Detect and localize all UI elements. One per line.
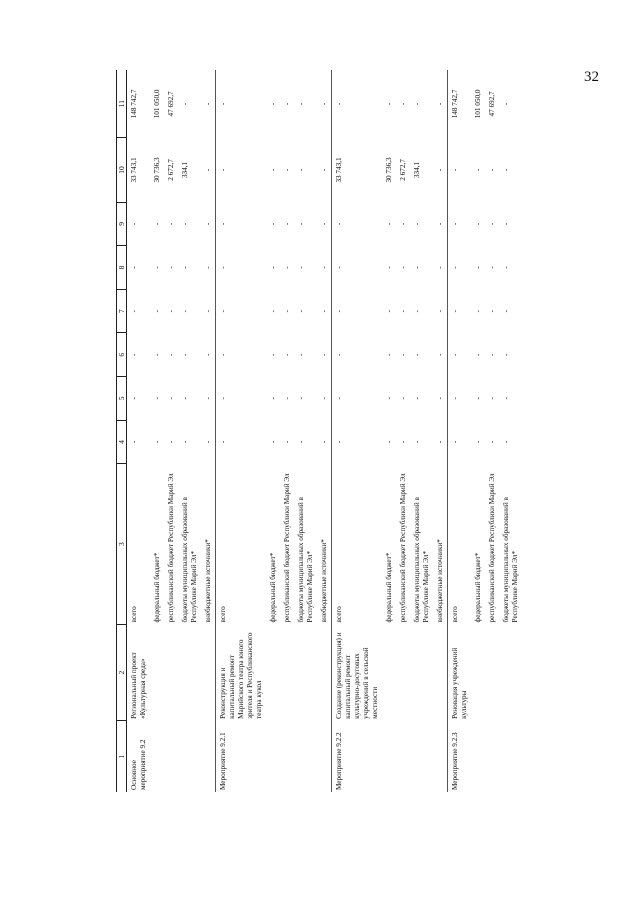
funding-source-cell: федеральный бюджет* xyxy=(474,552,483,623)
value-cell: - xyxy=(413,353,422,356)
rotated-table-container xyxy=(116,70,640,792)
value-cell: - xyxy=(283,397,292,400)
table-row xyxy=(127,70,151,792)
measure-id-cell: Основное мероприятие 9.2 xyxy=(130,739,148,790)
measure-id-cell: Мероприятие 9.2.3 xyxy=(448,721,472,792)
header-row xyxy=(117,70,127,792)
value-cell: - xyxy=(269,309,278,313)
value-cell: - xyxy=(181,353,190,356)
funding-source-cell: всего xyxy=(332,464,383,625)
value-cell: - xyxy=(181,266,190,269)
value-cell: - xyxy=(153,222,162,226)
col-header: 4 xyxy=(117,420,127,464)
value-cell: - xyxy=(181,222,190,226)
measure-id-cell xyxy=(266,721,280,792)
table-row xyxy=(150,70,164,792)
value-cell: - xyxy=(448,377,472,421)
value-cell: - xyxy=(488,397,497,400)
funding-source-cell: внебюджетные источники* xyxy=(204,539,213,623)
value-cell: - xyxy=(204,353,213,356)
value-cell: - xyxy=(332,246,383,290)
value-cell: - xyxy=(269,440,278,444)
value-cell: - xyxy=(320,309,329,313)
value-cell: - xyxy=(130,440,139,444)
value-cell-col10: 2 672,7 xyxy=(399,159,408,181)
measure-id-cell xyxy=(471,721,485,792)
funding-source-cell: всего xyxy=(216,464,267,625)
value-cell: - xyxy=(167,266,176,269)
value-cell: - xyxy=(436,440,445,444)
measure-id-cell xyxy=(201,721,216,792)
value-cell: - xyxy=(399,309,408,313)
funding-source-cell: бюджеты муниципальных образований в Республике Марий Эл* xyxy=(413,497,431,623)
measure-name-cell xyxy=(485,624,499,720)
table-row xyxy=(396,70,410,792)
value-cell-col10: - xyxy=(502,168,511,172)
value-cell: - xyxy=(283,353,292,356)
value-cell: - xyxy=(269,397,278,400)
value-cell: - xyxy=(204,397,213,400)
value-cell: - xyxy=(297,222,306,226)
value-cell-col11: - xyxy=(181,102,190,106)
funding-source-cell: республиканский бюджет Республики Марий Эл xyxy=(283,473,292,623)
measure-id-cell xyxy=(485,721,499,792)
value-cell: - xyxy=(332,377,383,421)
value-cell: - xyxy=(413,397,422,400)
value-cell: - xyxy=(332,420,383,464)
value-cell: - xyxy=(130,222,139,226)
measure-id-cell xyxy=(433,721,448,792)
col-header: 1 xyxy=(117,721,127,792)
measure-id-cell xyxy=(178,721,201,792)
value-cell: - xyxy=(153,397,162,400)
value-cell-col10: - xyxy=(448,138,472,202)
value-cell-col11: 47 692,7 xyxy=(488,91,497,117)
value-cell-col10: - xyxy=(283,168,292,172)
value-cell: - xyxy=(204,440,213,444)
measure-id-cell xyxy=(382,721,396,792)
measure-name-cell xyxy=(410,624,433,720)
col-header: 3 xyxy=(117,464,127,625)
measure-name-cell xyxy=(178,624,201,720)
value-cell: - xyxy=(269,353,278,356)
value-cell: - xyxy=(216,420,267,464)
value-cell: - xyxy=(474,222,483,226)
funding-source-cell: бюджеты муниципальных образований в Республике Марий Эл* xyxy=(502,497,520,623)
value-cell-col10: 33 743,1 xyxy=(130,157,139,183)
value-cell: - xyxy=(204,309,213,313)
value-cell-col11: - xyxy=(269,102,278,106)
measure-name-cell xyxy=(294,624,317,720)
measure-name-cell: Создание (реконструкция) и капитальный ремонт культурно-досуговых учреждений в сельской местности xyxy=(332,624,383,720)
value-cell: - xyxy=(130,397,139,400)
value-cell: - xyxy=(385,266,394,269)
value-cell: - xyxy=(436,353,445,356)
value-cell: - xyxy=(448,333,472,377)
measure-name-cell xyxy=(382,624,396,720)
value-cell: - xyxy=(153,309,162,313)
funding-source-cell: федеральный бюджет* xyxy=(269,552,278,623)
value-cell: - xyxy=(283,309,292,313)
value-cell: - xyxy=(413,222,422,226)
value-cell-col10: - xyxy=(216,138,267,202)
col-header: 8 xyxy=(117,246,127,290)
value-cell: - xyxy=(332,333,383,377)
value-cell: - xyxy=(399,222,408,226)
value-cell: - xyxy=(332,289,383,333)
value-cell: - xyxy=(153,266,162,269)
measure-id-cell xyxy=(317,721,332,792)
funding-source-cell: внебюджетные источники* xyxy=(436,539,445,623)
value-cell-col11: - xyxy=(320,102,329,106)
value-cell: - xyxy=(297,440,306,444)
value-cell-col11: 148 742,7 xyxy=(130,89,139,119)
value-cell: - xyxy=(167,397,176,400)
value-cell: - xyxy=(216,246,267,290)
value-cell-col11: - xyxy=(297,102,306,106)
value-cell: - xyxy=(297,309,306,313)
value-cell: - xyxy=(216,202,267,246)
table-row xyxy=(201,70,216,792)
funding-source-cell: республиканский бюджет Республики Марий Эл xyxy=(399,473,408,623)
value-cell: - xyxy=(283,440,292,444)
value-cell: - xyxy=(413,266,422,269)
value-cell: - xyxy=(283,222,292,226)
value-cell-col11: - xyxy=(413,102,422,106)
value-cell: - xyxy=(399,440,408,444)
funding-source-cell: всего xyxy=(130,606,139,623)
value-cell-col11: 101 050,0 xyxy=(153,89,162,119)
value-cell: - xyxy=(399,353,408,356)
table-row xyxy=(499,70,522,792)
value-cell-col11: - xyxy=(332,70,383,138)
measure-name-cell xyxy=(471,624,485,720)
funding-source-cell: всего xyxy=(448,464,472,625)
value-cell-col10: - xyxy=(269,168,278,172)
table-body xyxy=(127,70,523,792)
measure-id-cell xyxy=(294,721,317,792)
measure-name-cell xyxy=(201,624,216,720)
measure-id-cell xyxy=(410,721,433,792)
value-cell: - xyxy=(399,397,408,400)
value-cell: - xyxy=(204,222,213,226)
measure-name-cell xyxy=(499,624,522,720)
value-cell: - xyxy=(474,353,483,356)
table-row xyxy=(448,70,472,792)
funding-source-cell: республиканский бюджет Республики Марий Эл xyxy=(167,473,176,623)
value-cell: - xyxy=(448,420,472,464)
col-header: 2 xyxy=(117,624,127,720)
value-cell-col11: - xyxy=(436,102,445,106)
table-row xyxy=(280,70,294,792)
value-cell: - xyxy=(153,353,162,356)
value-cell-col11: - xyxy=(204,102,213,106)
value-cell: - xyxy=(320,440,329,444)
value-cell: - xyxy=(320,222,329,226)
table-row xyxy=(382,70,396,792)
value-cell-col11: 101 050,0 xyxy=(474,89,483,119)
value-cell: - xyxy=(167,222,176,226)
value-cell-col10: - xyxy=(474,168,483,172)
value-cell: - xyxy=(130,266,139,269)
value-cell: - xyxy=(436,222,445,226)
funding-source-cell: федеральный бюджет* xyxy=(153,552,162,623)
col-header: 6 xyxy=(117,333,127,377)
value-cell: - xyxy=(181,440,190,444)
table-row xyxy=(266,70,280,792)
table-row xyxy=(410,70,433,792)
measure-name-cell xyxy=(396,624,410,720)
value-cell-col10: - xyxy=(204,168,213,172)
measure-name-cell xyxy=(317,624,332,720)
value-cell: - xyxy=(297,397,306,400)
value-cell-col10: - xyxy=(488,168,497,172)
value-cell: - xyxy=(436,397,445,400)
value-cell: - xyxy=(474,309,483,313)
value-cell-col10: 334,1 xyxy=(413,161,422,179)
value-cell: - xyxy=(283,266,292,269)
funding-source-cell: федеральный бюджет* xyxy=(385,552,394,623)
value-cell-col11: - xyxy=(502,102,511,106)
table-row xyxy=(164,70,178,792)
value-cell: - xyxy=(130,353,139,356)
value-cell-col11: - xyxy=(283,102,292,106)
value-cell: - xyxy=(448,289,472,333)
value-cell: - xyxy=(385,222,394,226)
value-cell-col11: - xyxy=(399,102,408,106)
col-header: 5 xyxy=(117,377,127,421)
value-cell-col10: 30 736,3 xyxy=(385,157,394,183)
value-cell: - xyxy=(502,222,511,226)
value-cell: - xyxy=(436,309,445,313)
value-cell: - xyxy=(502,309,511,313)
value-cell-col11: 47 692,7 xyxy=(167,91,176,117)
value-cell: - xyxy=(181,397,190,400)
value-cell: - xyxy=(153,440,162,444)
table-row xyxy=(471,70,485,792)
value-cell: - xyxy=(413,309,422,313)
funding-source-cell: бюджеты муниципальных образований в Республике Марий Эл* xyxy=(181,497,199,623)
value-cell: - xyxy=(502,266,511,269)
measure-name-cell xyxy=(433,624,448,720)
value-cell: - xyxy=(320,353,329,356)
value-cell: - xyxy=(502,440,511,444)
value-cell: - xyxy=(488,309,497,313)
measure-name-cell xyxy=(164,624,178,720)
table-row xyxy=(317,70,332,792)
value-cell-col10: - xyxy=(436,168,445,172)
value-cell: - xyxy=(216,333,267,377)
value-cell: - xyxy=(436,266,445,269)
value-cell: - xyxy=(216,377,267,421)
table-row xyxy=(332,70,383,792)
value-cell-col10: 30 736,3 xyxy=(153,157,162,183)
value-cell: - xyxy=(320,397,329,400)
value-cell: - xyxy=(488,266,497,269)
value-cell: - xyxy=(502,353,511,356)
value-cell: - xyxy=(488,353,497,356)
col-header: 7 xyxy=(117,289,127,333)
value-cell-col10: 334,1 xyxy=(181,161,190,179)
value-cell: - xyxy=(167,309,176,313)
measure-name-cell xyxy=(150,624,164,720)
value-cell: - xyxy=(297,353,306,356)
table-row xyxy=(294,70,317,792)
value-cell: - xyxy=(399,266,408,269)
measure-id-cell xyxy=(164,721,178,792)
value-cell: - xyxy=(385,397,394,400)
value-cell-col11: 148 742,7 xyxy=(448,70,472,138)
value-cell: - xyxy=(385,309,394,313)
value-cell: - xyxy=(385,440,394,444)
measure-id-cell xyxy=(150,721,164,792)
funding-table xyxy=(116,70,522,792)
value-cell: - xyxy=(167,440,176,444)
value-cell: - xyxy=(474,397,483,400)
value-cell: - xyxy=(320,266,329,269)
measure-id-cell xyxy=(396,721,410,792)
value-cell-col10: 33 743,1 xyxy=(332,138,383,202)
value-cell: - xyxy=(488,440,497,444)
measure-name-cell: Реконструкция и капитальный ремонт Марийского театра юного зрителя и Республиканского театра кукол xyxy=(216,624,267,720)
measure-name-cell: Реновация учреждений культуры xyxy=(448,624,472,720)
measure-id-cell: Мероприятие 9.2.1 xyxy=(216,721,267,792)
col-header: 11 xyxy=(117,70,127,138)
value-cell: - xyxy=(385,353,394,356)
value-cell-col10: - xyxy=(297,168,306,172)
value-cell: - xyxy=(502,397,511,400)
table-row xyxy=(485,70,499,792)
value-cell: - xyxy=(448,246,472,290)
funding-source-cell: республиканский бюджет Республики Марий Эл xyxy=(488,473,497,623)
value-cell-col10: 2 672,7 xyxy=(167,159,176,181)
measure-id-cell xyxy=(499,721,522,792)
value-cell: - xyxy=(413,440,422,444)
table-row xyxy=(178,70,201,792)
table-row xyxy=(216,70,267,792)
funding-source-cell: внебюджетные источники* xyxy=(320,539,329,623)
value-cell-col11: - xyxy=(385,102,394,106)
value-cell-col11: - xyxy=(216,70,267,138)
value-cell: - xyxy=(297,266,306,269)
funding-source-cell: бюджеты муниципальных образований в Республике Марий Эл* xyxy=(297,497,315,623)
measure-name-cell xyxy=(266,624,280,720)
value-cell: - xyxy=(488,222,497,226)
value-cell: - xyxy=(167,353,176,356)
value-cell-col10: - xyxy=(320,168,329,172)
measure-name-cell xyxy=(280,624,294,720)
value-cell: - xyxy=(332,202,383,246)
col-header: 10 xyxy=(117,138,127,202)
value-cell: - xyxy=(474,440,483,444)
table-row xyxy=(433,70,448,792)
value-cell: - xyxy=(216,289,267,333)
value-cell: - xyxy=(448,202,472,246)
measure-id-cell xyxy=(280,721,294,792)
value-cell: - xyxy=(269,266,278,269)
page-number: 32 xyxy=(584,69,599,85)
measure-id-cell: Мероприятие 9.2.2 xyxy=(332,721,383,792)
measure-name-cell: Региональный проект «Культурная среда» xyxy=(130,652,148,719)
value-cell: - xyxy=(181,309,190,313)
value-cell: - xyxy=(130,309,139,313)
value-cell: - xyxy=(269,222,278,226)
col-header: 9 xyxy=(117,202,127,246)
value-cell: - xyxy=(204,266,213,269)
value-cell: - xyxy=(474,266,483,269)
